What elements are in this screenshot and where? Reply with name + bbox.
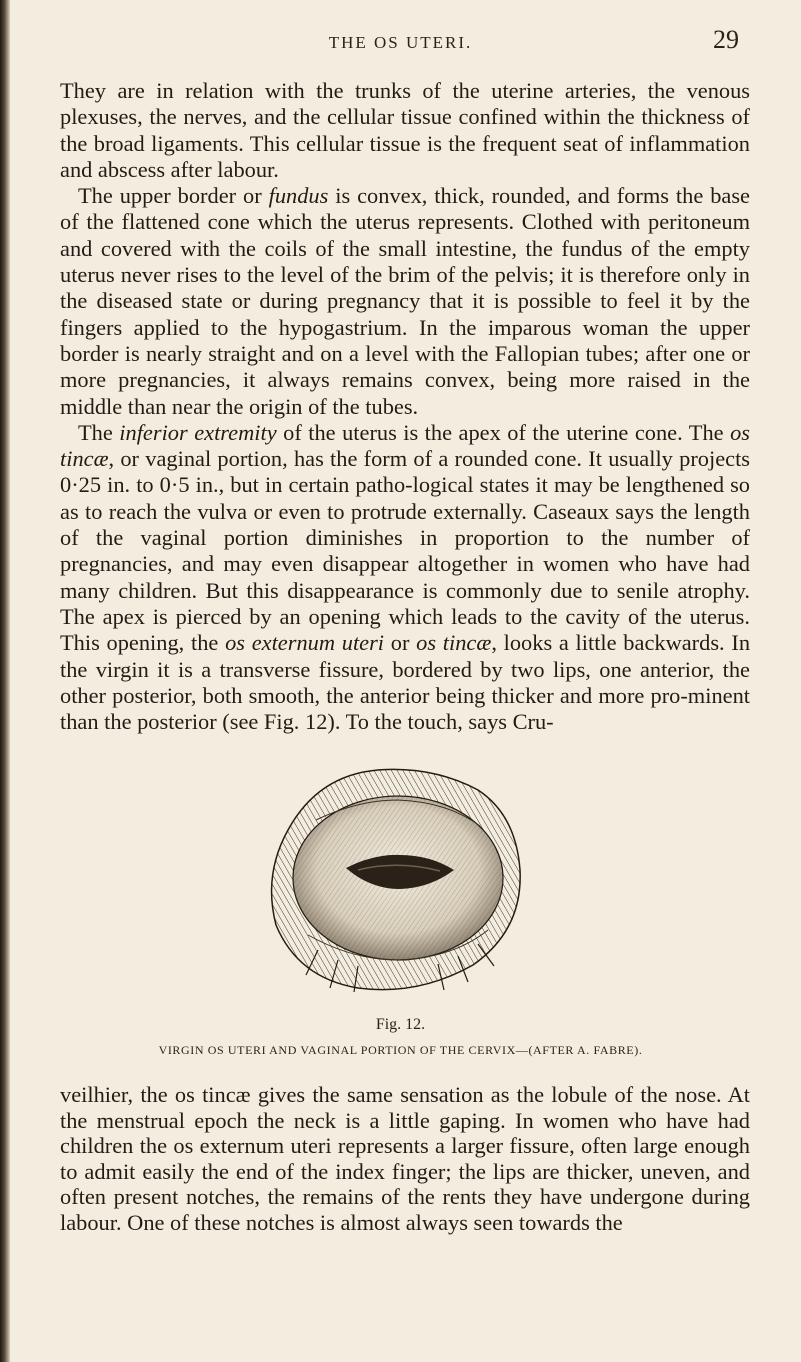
term-os-externum-uteri: os externum uteri	[225, 630, 385, 656]
page-number: 29	[713, 25, 739, 54]
body-text-top	[60, 78, 750, 735]
figure-label: Fig. 12.	[375, 1016, 426, 1033]
term-os-tincae: os tincæ	[60, 419, 750, 472]
paragraph-ligaments: They are in relation with the trunks of the uterine arteries, the venous plexuses, the nerves, and the cellular tissue confined within the thickness of the broad ligaments. This cellular tissue is the frequent seat of inflammation and abscess after labour.	[60, 78, 750, 182]
term-inferior-extremity: inferior extremity	[119, 419, 277, 445]
paragraph-inferior-extremity: The inferior extremity of the uterus is the apex of the uterine cone. The os tincæ, or vaginal portion, has the form of a rounded cone. It usually projects 0·25 in. to 0·5 in., but in certain patho-logical states it may be lengthened so as to reach the vulva or even to protrude externally. Caseaux says the length of the vaginal portion diminishes in proportion to the number of pregnancies, and may even disappear altogether in women who have had many children. But this disappearance is commonly due to senile atrophy. The apex is pierced by an opening which leads to the cavity of the uterus. This opening, the os externum uteri or os tincæ, looks a little backwards. In the virgin it is a transverse fissure, bordered by two lips, one anterior, the other posterior, both smooth, the anterior being thicker and more pro-minent than the posterior (see Fig. 12). To the touch, says Cru-	[60, 419, 751, 735]
figure-12	[0, 760, 801, 1070]
body-text-bottom	[60, 1082, 750, 1235]
paragraph-fundus: The upper border or fundus is convex, thick, rounded, and forms the base of the flattened cone which the uterus represents. Clothed with peritoneum and covered with the coils of the small intestine, the fundus of the empty uterus never rises to the level of the brim of the pelvis; it is therefore only in the diseased state or during pregnancy that it is possible to feel it by the fingers applied to the hypogastrium. In the imparous woman the upper border is nearly straight and on a level with the Fallopian tubes; after one or more pregnancies, it always remains convex, being more raised in the middle than near the origin of the tubes.	[60, 183, 750, 419]
running-title: THE OS UTERI.	[328, 33, 473, 52]
term-fundus: fundus	[268, 183, 329, 209]
page-binding-edge	[0, 0, 10, 1362]
engraved-cervix-illustration	[258, 760, 534, 1000]
paragraph-cruveilhier: veilhier, the os tincæ gives the same sensation as the lobule of the nose. At the menstrual epoch the neck is a little gaping. In women who have had children the os externum uteri represents a larger fissure, often large enough to admit easily the end of the index finger; the lips are thicker, uneven, and often present notches, the remains of the rents they have undergone during labour. One of these notches is almost always seen towards the	[60, 1082, 750, 1235]
term-os-tincae-2: os tincæ	[416, 630, 492, 656]
running-head	[0, 25, 801, 65]
figure-caption: VIRGIN OS UTERI AND VAGINAL PORTION OF THE CERVIX—(AFTER A. FABRE).	[158, 1043, 643, 1057]
